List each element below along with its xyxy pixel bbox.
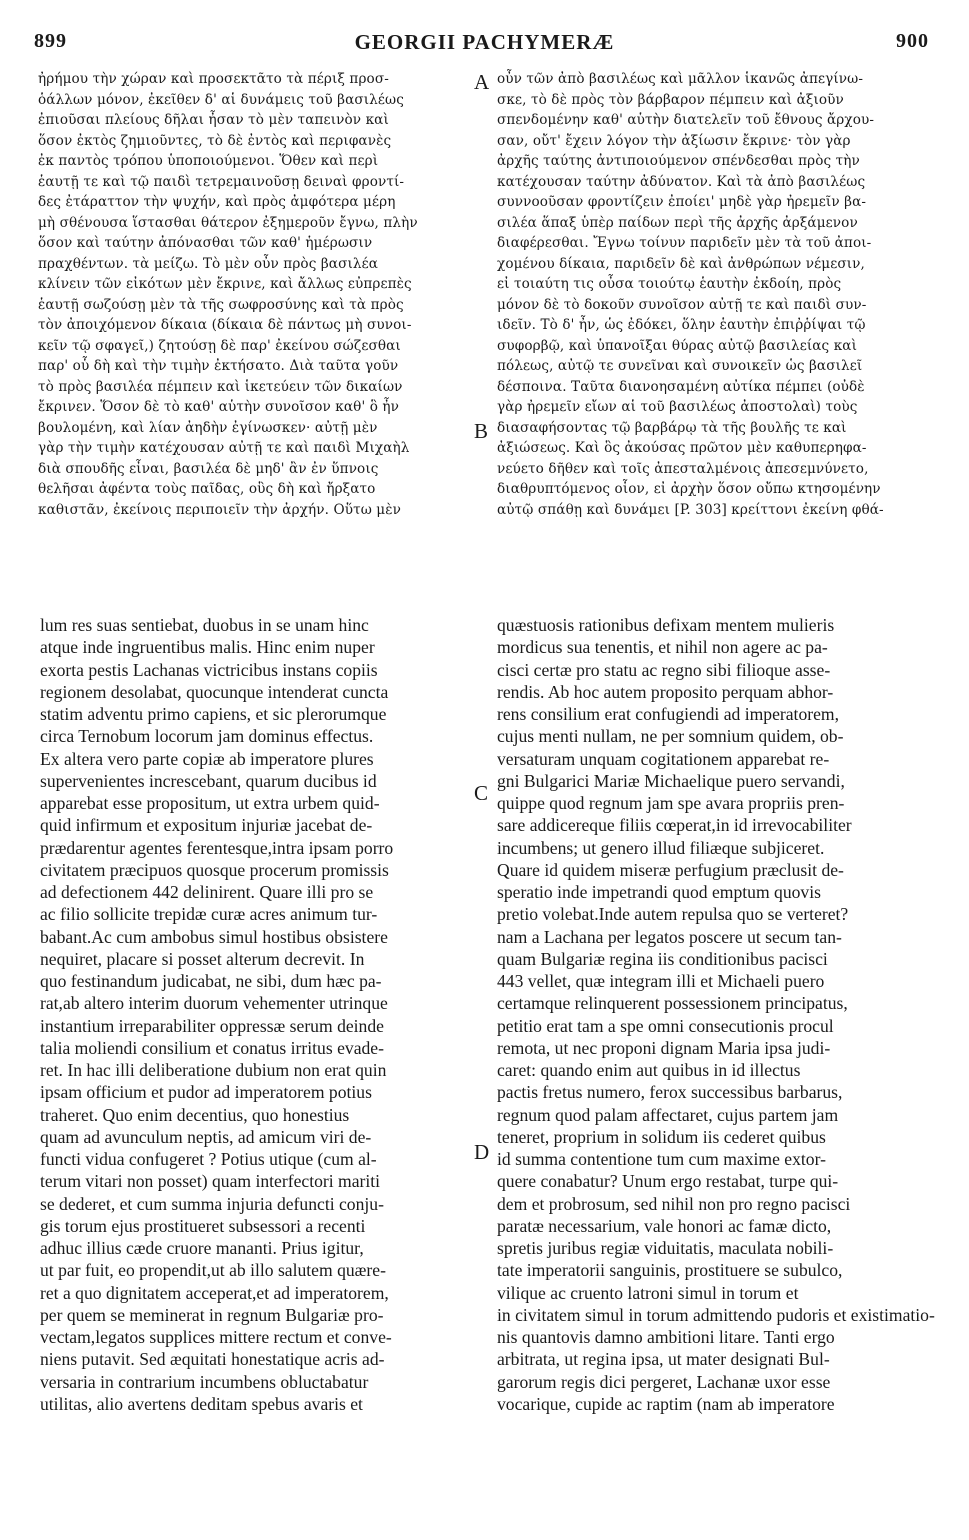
text-line: lum res suas sentiebat, duobus in se unam hinc bbox=[40, 615, 369, 635]
text-line: arbitrata, ut regina ipsa, ut mater designati Bul- bbox=[497, 1349, 830, 1370]
text-line: ὅσον καὶ ταύτην ἀπόνασθαι τῶν καθ' ἡμέρωσιν bbox=[38, 235, 373, 251]
text-line: δες ἐτάραττον τὴν ψυχήν, καὶ πρὸς ἀμφότερα μέρη bbox=[38, 194, 396, 210]
text-line: αὐτῷ σπάθῃ καὶ δυνάμει [P. 303] κρείττονι ἐκείνη φθά- bbox=[497, 501, 884, 518]
text-line: συννοοῦσαν φροντίζειν ἐποίει' μηδὲ γὰρ ἠρεμεῖν βα- bbox=[497, 194, 867, 210]
text-line: speratio inde impetrandi quod emptum quovis bbox=[497, 882, 821, 902]
text-line: paratæ necessarium, vale honori ac famæ dicto, bbox=[497, 1215, 832, 1236]
text-line: ad defectionem 442 delinirent. Quare illi pro se bbox=[40, 882, 374, 902]
text-line: quere conabatur? Unum ergo restabat, turpe qui- bbox=[497, 1171, 839, 1192]
text-line: rens consilium erat confugiendi ad imperatorem, bbox=[497, 704, 839, 724]
text-line: regnum quod palam affectaret, cujus partem jam bbox=[497, 1104, 839, 1125]
text-line: quæstuosis rationibus defixam mentem mulieris bbox=[497, 615, 835, 635]
text-line: ὁάλλων μόνον, ἐκεῖθεν δ' αἱ δυνάμεις τοῦ βασιλέως bbox=[38, 91, 404, 108]
text-line: teneret, proprium in solidum iis cederet quibus bbox=[497, 1126, 826, 1147]
text-line: rendis. Ab hoc autem proposito perquam abhor- bbox=[497, 681, 834, 702]
text-line: ret. In hac illi deliberatione dubium non erat quin bbox=[40, 1060, 387, 1080]
page-number-right: 900 bbox=[896, 30, 929, 52]
text-line: βουλομένη, καὶ λίαν ἀηδὴν ἐγίνωσκεν· αὐτῇ μὲν bbox=[38, 419, 378, 436]
text-line: quam Bulgariæ regina iis conditionibus pacisci bbox=[497, 948, 828, 969]
text-line: spretis juribus regiæ viduitatis, maculata nobili- bbox=[497, 1238, 834, 1258]
text-line: ret a quo dignitatem acceperat,et ad imperatorem, bbox=[40, 1282, 389, 1303]
text-line: vocarique, cupide ac raptim (nam ab imperatore bbox=[497, 1393, 835, 1414]
text-line: adhuc illius cæde cruore mananti. Prius igitur, bbox=[40, 1238, 364, 1258]
text-line: caret: quando enim aut quibus in id illectus bbox=[497, 1060, 801, 1080]
greek-column-left bbox=[38, 69, 468, 520]
text-line: certamque relinquerent possessionem principatus, bbox=[497, 993, 848, 1014]
greek-column-right bbox=[497, 69, 937, 520]
text-line: cisci certæ pro statu ac regno sibi filioque asse- bbox=[497, 659, 831, 680]
text-line: atque inde ingruentibus malis. Hinc enim nuper bbox=[40, 637, 375, 658]
text-line: gni Bulgarici Mariæ Michaelique puero servandi, bbox=[497, 770, 845, 791]
text-line: quippe quod regnum jam spe avara propriis pren- bbox=[497, 793, 845, 813]
text-line: σαν, οὔτ' ἔχειν λόγον τὴν ἀξίωσιν ἔκρινε· τὸν γὰρ bbox=[497, 132, 851, 149]
text-line: δέσποινα. Ταῦτα διανοησαμένη αὐτίκα πέμπει (οὐδὲ bbox=[497, 378, 865, 395]
text-line: cujus menti nullam, ne per somnium quidem, ob- bbox=[497, 726, 844, 747]
text-line: quid infirmum et expositum injuriæ jacebat de- bbox=[40, 815, 373, 836]
text-line: nis quantovis damno ambitioni litare. Tanti ergo bbox=[497, 1327, 835, 1347]
text-line: εἰ τοιαύτη τις οὖσα τοιούτῳ ἑαυτὴν ἐκδοίη, πρὸς bbox=[497, 276, 842, 292]
text-line: διασαφήσοντας τῷ βαρβάρῳ τὰ τῆς βουλῆς τε καὶ bbox=[497, 419, 847, 436]
text-line: Ex altera vero parte copiæ ab imperatore plures bbox=[40, 748, 374, 769]
text-line: ipsam officium et pudor ad imperatorem potius bbox=[40, 1082, 372, 1103]
text-line: regionem desolabat, quocunque intenderat cuncta bbox=[40, 681, 389, 702]
latin-column-left bbox=[40, 614, 476, 1415]
text-line: κεῖν τῷ σφαγεῖ,) ζητούσῃ δὲ παρ' ἐκείνου σώζεσθαι bbox=[38, 337, 401, 354]
text-line: 443 vellet, quæ integram illi et Michaeli puero bbox=[497, 971, 825, 991]
text-line: γὰρ ἠρεμεῖν εἴων αἱ τοῦ βασιλέως ἀποστολαὶ) τοὺς bbox=[497, 399, 858, 415]
text-line: ἔκρινεν. Ὅσον δὲ τὸ καθ' αὑτὴν συνοῖσον καθ' ὃ ἦν bbox=[38, 399, 400, 415]
text-line: utilitas, alio avertens deditam spebus avaris et bbox=[40, 1393, 363, 1414]
text-line: traheret. Quo enim decentius, quo honestius bbox=[40, 1104, 350, 1125]
text-line: ὅσον ἐκτὸς ζημιοῦντες, τὸ δὲ ἐντὸς καὶ περιφανὲς bbox=[38, 132, 392, 149]
text-line: remota, ut nec proponi dignam Maria ipsa judi- bbox=[497, 1037, 831, 1058]
text-line: σπενδομένην καθ' αὑτὴν διατελεῖν τοῦ ἔθνους ἄρχου- bbox=[497, 112, 875, 128]
text-line: καθιστᾶν, ἐκείνοις περιποιεῖν τὴν ἀρχήν. Οὕτω μὲν bbox=[38, 501, 401, 518]
section-marker-d: D bbox=[474, 1140, 490, 1164]
text-line: nequiret, placare si posset alterum decrevit. In bbox=[40, 948, 365, 969]
text-line: id summa contentione tum cum maxime extor- bbox=[497, 1149, 826, 1169]
latin-column-right bbox=[497, 614, 937, 1415]
text-line: σκε, τὸ δὲ πρὸς τὸν βάρβαρον πέμπειν καὶ ἀξιοῦν bbox=[497, 91, 844, 108]
text-line: κλίνειν τῶν εἰκότων μὲν ἔκρινε, καὶ ἄλλως εὐπρεπὲς bbox=[38, 276, 412, 292]
text-line: ἑαυτῇ σωζούσῃ μὲν τὰ τῆς σωφροσύνης καὶ τὰ πρὸς bbox=[38, 296, 404, 313]
text-line: παρ' οὗ δὴ καὶ τὴν τιμὴν ἐκτήσατο. Διὰ ταῦτα γοῦν bbox=[38, 358, 399, 374]
text-line: pretio volebat.Inde autem repulsa quo se verteret? bbox=[497, 904, 849, 925]
text-line: οὖν τῶν ἀπὸ βασιλέως καὶ μᾶλλον ἱκανῶς ἀπεγίνω- bbox=[497, 71, 864, 87]
text-line: garorum regis dici pergeret, Lachanæ uxor esse bbox=[497, 1371, 831, 1392]
section-marker-b: B bbox=[474, 419, 489, 443]
text-line: mordicus sua tenentis, et nihil non agere ac pa- bbox=[497, 637, 828, 658]
text-line: pactis fretus numero, ferox successibus barbarus, bbox=[497, 1082, 843, 1103]
text-line: versaria in contrarium incumbens obluctabatur bbox=[40, 1371, 369, 1392]
text-line: διαφέρεσθαι. Ἔγνω τοίνυν παριδεῖν μὲν τὰ τοῦ ἀποι- bbox=[497, 235, 872, 251]
text-line: νεύετο δῆθεν καὶ τοῖς ἀπεσταλμένοις ἀπεσεμνύνετο, bbox=[497, 460, 869, 477]
text-line: σιλέα ἅπαξ ὑπὲρ παίδων περὶ τῆς ἀρχῆς ἀρξάμενον bbox=[497, 214, 858, 231]
page-number-left: 899 bbox=[34, 30, 67, 52]
text-line: συφορβῷ, καὶ ὑπανοῖξαι θύρας αὐτῷ βασιλείας καὶ bbox=[497, 337, 858, 354]
section-marker-c: C bbox=[474, 781, 489, 805]
text-line: ἀρχῆς ταύτης ἀντιποιούμενον σπένδεσθαι πρὸς τὴν bbox=[497, 153, 860, 169]
text-line: tate imperatorii sanguinis, prostituere se subulco, bbox=[497, 1260, 843, 1281]
text-line: quam ad avunculum neptis, ad amicum viri de- bbox=[40, 1126, 372, 1147]
text-line: terum vitari non posset) quam interfectori mariti bbox=[40, 1171, 381, 1192]
text-line: τὸν ἀποιχόμενον δίκαια (δίκαια δὲ πάντως μὴ συνοι- bbox=[38, 317, 412, 333]
running-title: GEORGII PACHYMERÆ bbox=[354, 30, 615, 54]
text-line: exorta pestis Lachanas victricibus instans copiis bbox=[40, 659, 378, 680]
text-line: per quem se meminerat in regnum Bulgariæ pro- bbox=[40, 1304, 384, 1325]
text-line: τὸ πρὸς βασιλέα πέμπειν καὶ ἱκετεύειν τῶν δικαίων bbox=[38, 378, 403, 395]
text-line: se dederet, et cum summa injuria defuncti conju- bbox=[40, 1193, 384, 1214]
text-line: talia moliendi consilium et conatus irritus evade- bbox=[40, 1037, 384, 1058]
text-line: nam a Lachana per legatos poscere ut secum tan- bbox=[497, 926, 842, 947]
text-line: ἀξιώσεως. Καὶ ὃς ἀκούσας πρῶτον μὲν καθυπερηφα- bbox=[497, 440, 867, 456]
text-line: functi vidua confugeret ? Potius utique (cum al- bbox=[40, 1149, 377, 1169]
text-line: dem et probrosum, sed nihil non pro regno pacisci bbox=[497, 1193, 851, 1214]
text-line: διαθρυπτόμενος οἷον, εἰ ἀρχὴν ὅσον οὔπω κτησομένην bbox=[497, 481, 881, 497]
text-line: πραχθέντων. τὰ μείζω. Τὸ μὲν οὖν πρὸς βασιλέα bbox=[38, 255, 379, 272]
text-line: μόνον δὲ τὸ δοκοῦν συνοῖσον αὐτῇ τε καὶ παιδὶ συν- bbox=[497, 296, 867, 313]
text-line: sare addicereque filiis cœperat,in id irrevocabiliter bbox=[497, 815, 852, 836]
text-line: supervenientes increscebant, quarum ducibus id bbox=[40, 770, 377, 791]
text-line: statim adventu primo capiens, et sic plerorumque bbox=[40, 704, 387, 724]
text-line: χομένου δίκαια, παριδεῖν δὲ καὶ ἀνθρώπων νέμεσιν, bbox=[497, 255, 865, 272]
page-header bbox=[0, 30, 969, 60]
text-line: γὰρ τὴν τιμὴν κατέχουσαν αὐτῇ τε καὶ παιδὶ Μιχαὴλ bbox=[38, 440, 410, 456]
text-line: gis torum ejus prostitueret subsessori a recenti bbox=[40, 1215, 366, 1236]
text-line: πόλεως, αὐτῷ τε συνεῖναι καὶ συνοικεῖν ὡς βασιλεῖ bbox=[497, 358, 863, 374]
text-line: ac filio sollicite trepidæ curæ acres animum tur- bbox=[40, 904, 378, 925]
text-line: rat,ab altero interim duorum vehementer utrinque bbox=[40, 993, 388, 1014]
text-line: ιδεῖν. Τὸ δ' ἦν, ὡς ἐδόκει, ὅλην ἑαυτὴν ἐπιῤῥίψαι τῷ bbox=[497, 317, 866, 333]
text-line: διὰ σπουδῆς εἶναι, βασιλέα δὲ μηδ' ἂν ἐν ὕπνοις bbox=[38, 460, 379, 477]
section-marker-a: A bbox=[474, 70, 490, 94]
text-line: instantium irreparabiliter oppressæ serum deinde bbox=[40, 1015, 384, 1036]
text-line: ἑαυτῇ τε καὶ τῷ παιδὶ τετρεμαινοῦσῃ δειναὶ φροντί- bbox=[38, 173, 405, 190]
text-line: petitio erat tam a spe omni consecutionis procul bbox=[497, 1015, 834, 1036]
text-line: in civitatem simul in torum admittendo pudoris et existimatio- bbox=[497, 1304, 935, 1325]
text-line: Quare id quidem miseræ perfugium præclusit de- bbox=[497, 859, 844, 880]
text-line: apparebat esse propositum, ut extra urbem quid- bbox=[40, 793, 380, 813]
text-line: circa Ternobum locorum jam dominus effectus. bbox=[40, 726, 374, 747]
text-line: μὴ σθένουσα ἵστασθαι θάτερον ἐξημεροῦν ἔγνω, πλὴν bbox=[38, 214, 418, 231]
text-line: civitatem præcipuos quosque procerum promissis bbox=[40, 859, 389, 880]
text-line: θελῆσαι ἀφέντα τοὺς παῖδας, οὓς δὴ καὶ ἤρξατο bbox=[38, 481, 376, 497]
text-line: versaturam unquam cogitationem apparebat re- bbox=[497, 748, 830, 769]
text-line: κατέχουσαν ταύτην ἀδύνατον. Καὶ τὰ ἀπὸ βασιλέως bbox=[497, 173, 866, 190]
text-line: vectam,legatos supplices mittere rectum et conve- bbox=[40, 1327, 392, 1347]
text-line: ἐπιοῦσαι πλείους δῆλαι ἦσαν τὸ μὲν ταπεινὸν καὶ bbox=[38, 112, 389, 128]
text-line: prædarentur agentes ferentesque,intra ipsam porro bbox=[40, 837, 394, 858]
text-line: quo festinandum judicabat, ne sibi, dum hæc pa- bbox=[40, 971, 382, 991]
text-line: incumbens; ut genero illud filiæque subjiceret. bbox=[497, 837, 825, 858]
text-line: ἠρήμου τὴν χώραν καὶ προσεκτᾶτο τὰ πέριξ προσ- bbox=[38, 71, 389, 87]
text-line: niens putavit. Sed æquitati honestatique acris ad- bbox=[40, 1349, 385, 1370]
text-line: babant.Ac cum ambobus simul hostibus obsistere bbox=[40, 926, 388, 947]
text-line: vilique ac cruento latroni simul in torum et bbox=[497, 1282, 799, 1303]
text-line: ut par fuit, eo propendit,ut ab illo salutem quære- bbox=[40, 1260, 386, 1281]
text-line: ἐκ παντὸς τρόπου ὑποποιούμενοι. Ὅθεν καὶ περὶ bbox=[38, 153, 379, 169]
